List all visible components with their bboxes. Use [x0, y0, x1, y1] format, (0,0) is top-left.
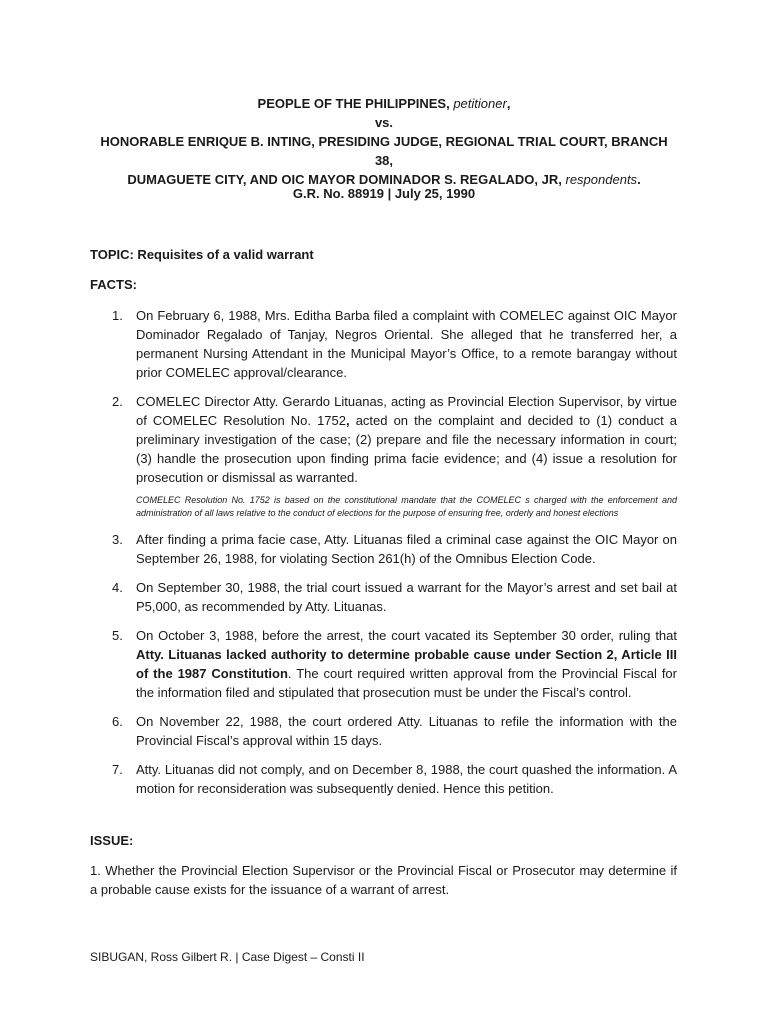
fact-number: 7. — [112, 762, 123, 777]
issue-text: 1. Whether the Provincial Election Supervisor or the Provincial Fiscal or Prosecutor may determine if a probable cause exists for the issuance of a warrant of arrest. — [90, 863, 677, 897]
fact-text: Atty. Lituanas did not comply, and on December 8, 1988, the court quashed the information. A motion for reconsideration was subsequently denied. Hence this petition. — [136, 762, 677, 796]
fact-number: 5. — [112, 628, 123, 643]
caption-vs: vs. — [374, 115, 394, 130]
fact-text: On September 30, 1988, the trial court issued a warrant for the Mayor’s arrest and set bail at P5,000, as recommended by Atty. Lituanas. — [136, 580, 677, 614]
fact-item — [90, 530, 677, 568]
fact-text: On October 3, 1988, before the arrest, the court vacated its September 30 order, ruling that — [136, 628, 677, 643]
fact-text: After finding a prima facie case, Atty. Lituanas filed a criminal case against the OIC Mayor on September 26, 1988, for violating Section 261(h) of the Omnibus Election Code. — [136, 532, 677, 566]
case-caption — [90, 94, 678, 189]
fact-text: On November 22, 1988, the court ordered Atty. Lituanas to refile the information with the Provincial Fiscal’s approval within 15 days. — [136, 714, 677, 748]
fact-item — [90, 626, 677, 702]
fact-number: 1. — [112, 308, 123, 323]
petitioner-role: petitioner — [453, 96, 507, 111]
footnote: COMELEC Resolution No. 1752 is based on the constitutional mandate that the COMELEC s charged with the enforcement and administration of all laws relative to the conduct of elections for the purpose of ensuring free, orderly and honest elections — [136, 495, 677, 518]
fact-text-cont: . The court required written approval from the Provincial Fiscal for the information filed and stipulated that prosecution must be under the Fiscal’s control. — [136, 666, 677, 700]
fact-item — [90, 712, 677, 750]
fact-text-bold: Atty. Lituanas lacked authority to determine probable cause under Section 2, Article III of the 1987 Constitution — [136, 647, 677, 681]
fact-item — [90, 306, 677, 382]
topic-heading: TOPIC: Requisites of a valid warrant — [90, 247, 314, 262]
fact-number: 6. — [112, 714, 123, 729]
respondents-period: . — [637, 172, 641, 187]
page-footer: SIBUGAN, Ross Gilbert R. | Case Digest – Consti II — [90, 950, 365, 964]
caption-respondents-line1: HONORABLE ENRIQUE B. INTING, PRESIDING JUDGE, REGIONAL TRIAL COURT, BRANCH 38, — [100, 134, 668, 168]
fact-number: 2. — [112, 394, 123, 409]
fact-number: 4. — [112, 580, 123, 595]
fact-text: On February 6, 1988, Mrs. Editha Barba filed a complaint with COMELEC against OIC Mayor Dominador Regalado of Tanjay, Negros Oriental. She alleged that he transferred her, a permanent Nursing Attendant in the Municipal Mayor’s Office, to a remote barangay without prior COMELEC approval/clearance. — [136, 308, 677, 380]
petitioner-comma: , — [506, 96, 511, 111]
respondents-role: respondents — [565, 172, 638, 187]
fact-number: 3. — [112, 532, 123, 547]
respondents-names: DUMAGUETE CITY, AND OIC MAYOR DOMINADOR S. REGALADO, JR, — [127, 172, 562, 187]
fact-item — [90, 760, 677, 798]
caption-petitioner-line — [90, 94, 678, 113]
petitioner-name: PEOPLE OF THE PHILIPPINES, — [257, 96, 450, 111]
fact-text: COMELEC Director Atty. Gerardo Lituanas, acting as Provincial Election Supervisor, by virtue of COMELEC Resolution No. 1752 — [136, 394, 677, 428]
facts-heading: FACTS: — [90, 277, 137, 292]
fact-text-bold: , — [346, 413, 350, 428]
gr-number: G.R. No. 88919 | July 25, 1990 — [292, 186, 476, 201]
issue-heading: ISSUE: — [90, 833, 134, 848]
facts-list — [90, 306, 677, 808]
fact-item — [90, 578, 677, 616]
fact-item — [90, 392, 677, 520]
fact-text-cont: acted on the complaint and decided to (1) conduct a preliminary investigation of the case; (2) prepare and file the necessary information in court; (3) handle the prosecution upon finding prima facie evidence; and (4) issue a resolution for prosecution or dismissal as warranted. — [136, 413, 678, 485]
